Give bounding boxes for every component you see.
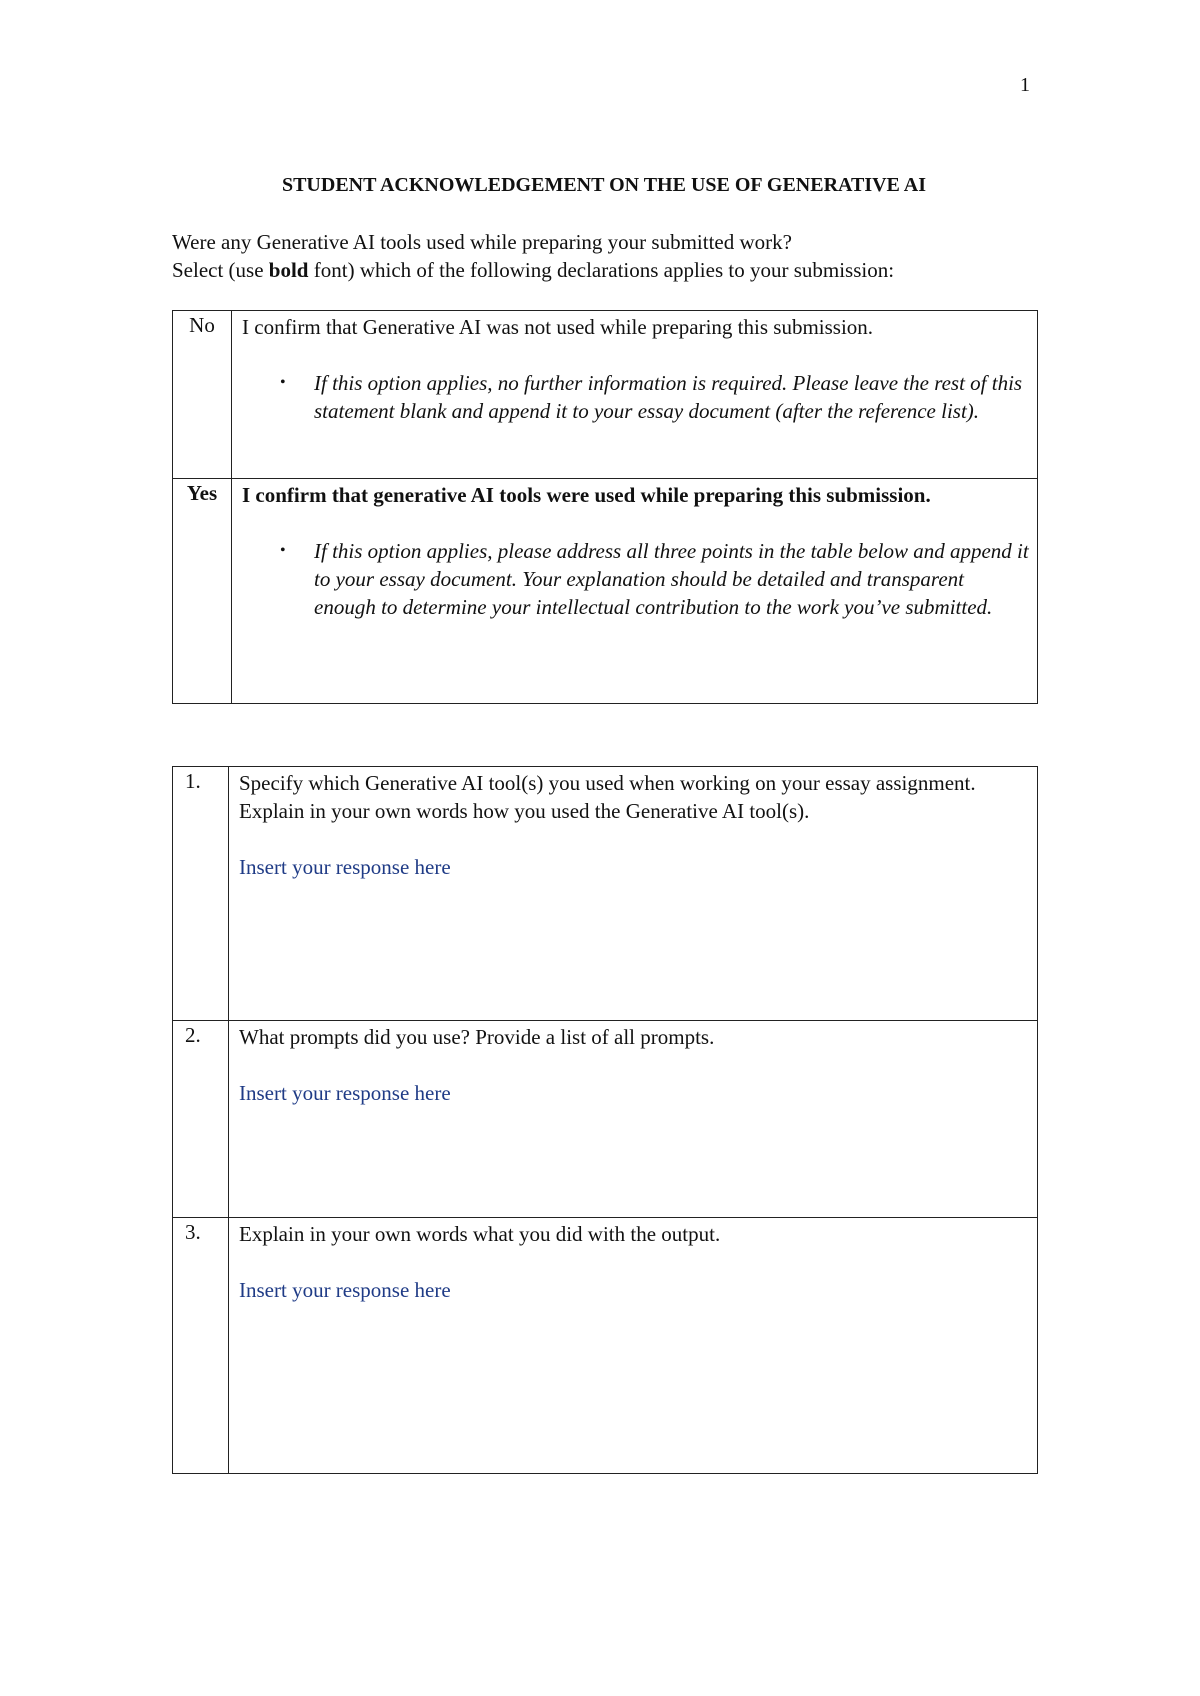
declaration-note-text-yes: If this option applies, please address all three points in the table below and append it to your essay document. Your explanation should be detailed and transparent enough to determine your intellectual contribution to the work you’ve submitted.	[314, 539, 1029, 619]
question-row-2	[173, 1021, 1038, 1218]
question-row-1	[173, 767, 1038, 1021]
declaration-body-no	[232, 311, 1038, 479]
bullet-icon: •	[280, 542, 286, 559]
declaration-body-yes	[232, 479, 1038, 704]
declaration-note-yes	[242, 537, 1029, 621]
question-text: What prompts did you use? Provide a list of all prompts.	[239, 1025, 715, 1049]
declaration-label-yes[interactable]: Yes	[173, 479, 232, 704]
question-text: Specify which Generative AI tool(s) you used when working on your essay assignment. Explain in your own words how you used the Generative AI tool(s).	[239, 771, 976, 823]
question-row-3	[173, 1218, 1038, 1474]
question-cell-3	[229, 1218, 1038, 1474]
questions-table	[172, 766, 1038, 1474]
question-number: 1.	[173, 767, 229, 1021]
declaration-row-no	[173, 311, 1038, 479]
declaration-statement-yes[interactable]: I confirm that generative AI tools were used while preparing this submission.	[242, 483, 931, 507]
question-number: 3.	[173, 1218, 229, 1474]
response-field-1[interactable]: Insert your response here	[239, 855, 451, 879]
response-field-2[interactable]: Insert your response here	[239, 1081, 451, 1105]
bullet-icon: •	[280, 374, 286, 391]
declaration-statement-no[interactable]: I confirm that Generative AI was not used while preparing this submission.	[242, 315, 874, 339]
page-number: 1	[1020, 74, 1030, 96]
question-text: Explain in your own words what you did with the output.	[239, 1222, 721, 1246]
question-cell-1	[229, 767, 1038, 1021]
intro-question: Were any Generative AI tools used while preparing your submitted work?	[172, 230, 792, 254]
declaration-note-text-no: If this option applies, no further information is required. Please leave the rest of this statement blank and append it to your essay document (after the reference list).	[314, 371, 1023, 423]
intro	[172, 228, 1052, 284]
declaration-note-no	[242, 369, 1029, 425]
declaration-table	[172, 310, 1038, 704]
question-cell-2	[229, 1021, 1038, 1218]
question-number: 2.	[173, 1021, 229, 1218]
declaration-label-no[interactable]: No	[173, 311, 232, 479]
response-field-3[interactable]: Insert your response here	[239, 1278, 451, 1302]
intro-instruction: Select (use bold font) which of the following declarations applies to your submission:	[172, 258, 895, 282]
page-title: STUDENT ACKNOWLEDGEMENT ON THE USE OF GENERATIVE AI	[281, 174, 927, 196]
declaration-row-yes	[173, 479, 1038, 704]
